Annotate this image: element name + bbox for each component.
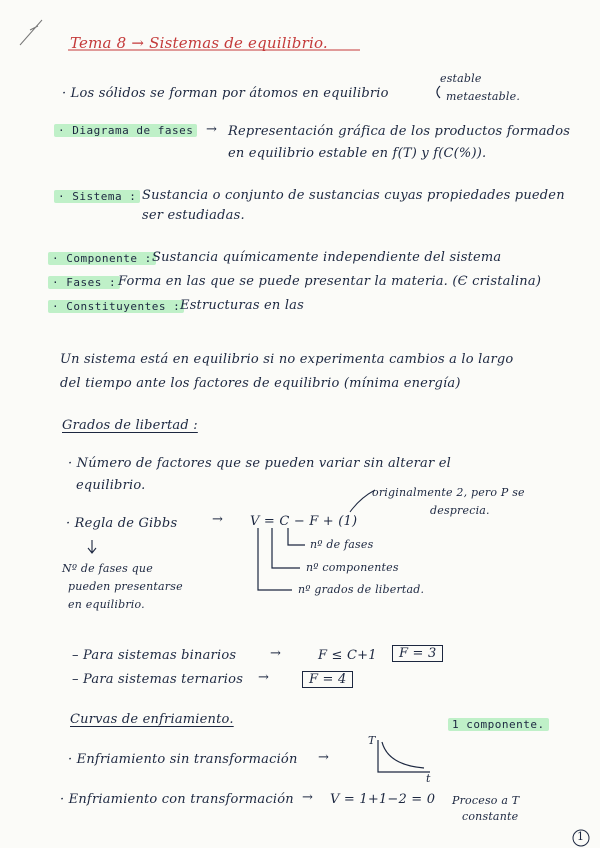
grados-note-2: desprecia. [430,504,490,517]
curvas-heading: Curvas de enfriamiento. [70,712,234,727]
legend-bracket-fases [288,528,305,545]
legend-fases: nº de fases [310,538,374,551]
fases-label: · Fases : [48,276,120,289]
curvas-tag: 1 componente. [448,718,549,731]
down-arrow [88,540,96,553]
fases-note-3: en equilibrio. [68,598,145,611]
legend-bracket-grados [258,528,292,590]
gibbs-formula: V = C − F + (1) [250,514,358,529]
sistema-label: · Sistema : [54,190,140,203]
ternarios-arrow: → [258,670,270,685]
componente-label: · Componente : [48,252,156,265]
brace [437,86,440,98]
sistema-text-1: Sustancia o conjunto de sustancias cuyas propiedades pueden [142,188,565,203]
legend-componentes: nº componentes [306,561,399,574]
legend-grados: nº grados de libertad. [298,583,425,596]
axis-t: T [368,734,376,747]
curvas-item2: · Enfriamiento con transformación [60,792,294,807]
diagrama-label: · Diagrama de fases [54,124,197,137]
grados-note-1: originalmente 2, pero P se [372,486,525,499]
binarios-text: – Para sistemas binarios [72,648,237,663]
curvas-result-2: constante [462,810,519,823]
diagrama-text-2: en equilibrio estable en f(T) y f(C(%)). [228,146,487,161]
cooling-curve [382,742,424,768]
curvas-item1: · Enfriamiento sin transformación [68,752,298,767]
equilibrio-text-1: Un sistema está en equilibrio si no experimenta cambios a lo largo [60,352,514,367]
binarios-formula: F ≤ C+1 [318,648,377,663]
fases-text: Forma en las que se puede presentar la materia. (Є cristalina) [118,274,542,289]
fases-note-2: pueden presentarse [68,580,183,593]
fases-note-1: Nº de fases que [62,562,153,575]
ternarios-text: – Para sistemas ternarios [72,672,244,687]
grados-item1-line2: equilibrio. [76,478,146,493]
constituyentes-label: · Constituyentes : [48,300,184,313]
binarios-arrow: → [270,646,282,661]
regla-arrow: → [212,512,224,527]
page-number: 1 [577,830,585,843]
curvas-item2-formula: V = 1+1−2 = 0 [330,792,436,807]
diagrama-arrow: → [206,122,218,137]
regla-gibbs: · Regla de Gibbs [66,516,178,531]
curvas-item1-arrow: → [318,750,330,765]
grados-item1-line1: · Número de factores que se pueden variar sin alterar el [68,456,451,471]
grados-heading: Grados de libertad : [62,418,198,433]
ternarios-boxed: F = 4 [302,671,353,688]
legend-bracket-comp [272,528,300,568]
diagrama-text-1: Representación gráfica de los productos formados [228,124,571,139]
brace-estable: estable [440,72,482,85]
constituyentes-text: Estructuras en las [180,298,304,313]
line-solidos: · Los sólidos se forman por átomos en equilibrio [62,86,389,101]
curvas-result-1: Proceso a T [452,794,520,807]
equilibrio-text-2: del tiempo ante los factores de equilibrio (mínima energía) [60,376,461,391]
componente-text: Sustancia químicamente independiente del sistema [152,250,502,265]
page-title: Tema 8 → Sistemas de equilibrio. [70,34,328,52]
binarios-boxed: F = 3 [392,645,443,662]
corner-scribble [20,20,42,45]
sistema-text-2: ser estudiadas. [142,208,245,223]
curvas-item2-arrow: → [302,790,314,805]
cooling-axes [378,740,430,772]
brace-metaestable: metaestable. [446,90,521,103]
axis-time: t [426,772,431,785]
